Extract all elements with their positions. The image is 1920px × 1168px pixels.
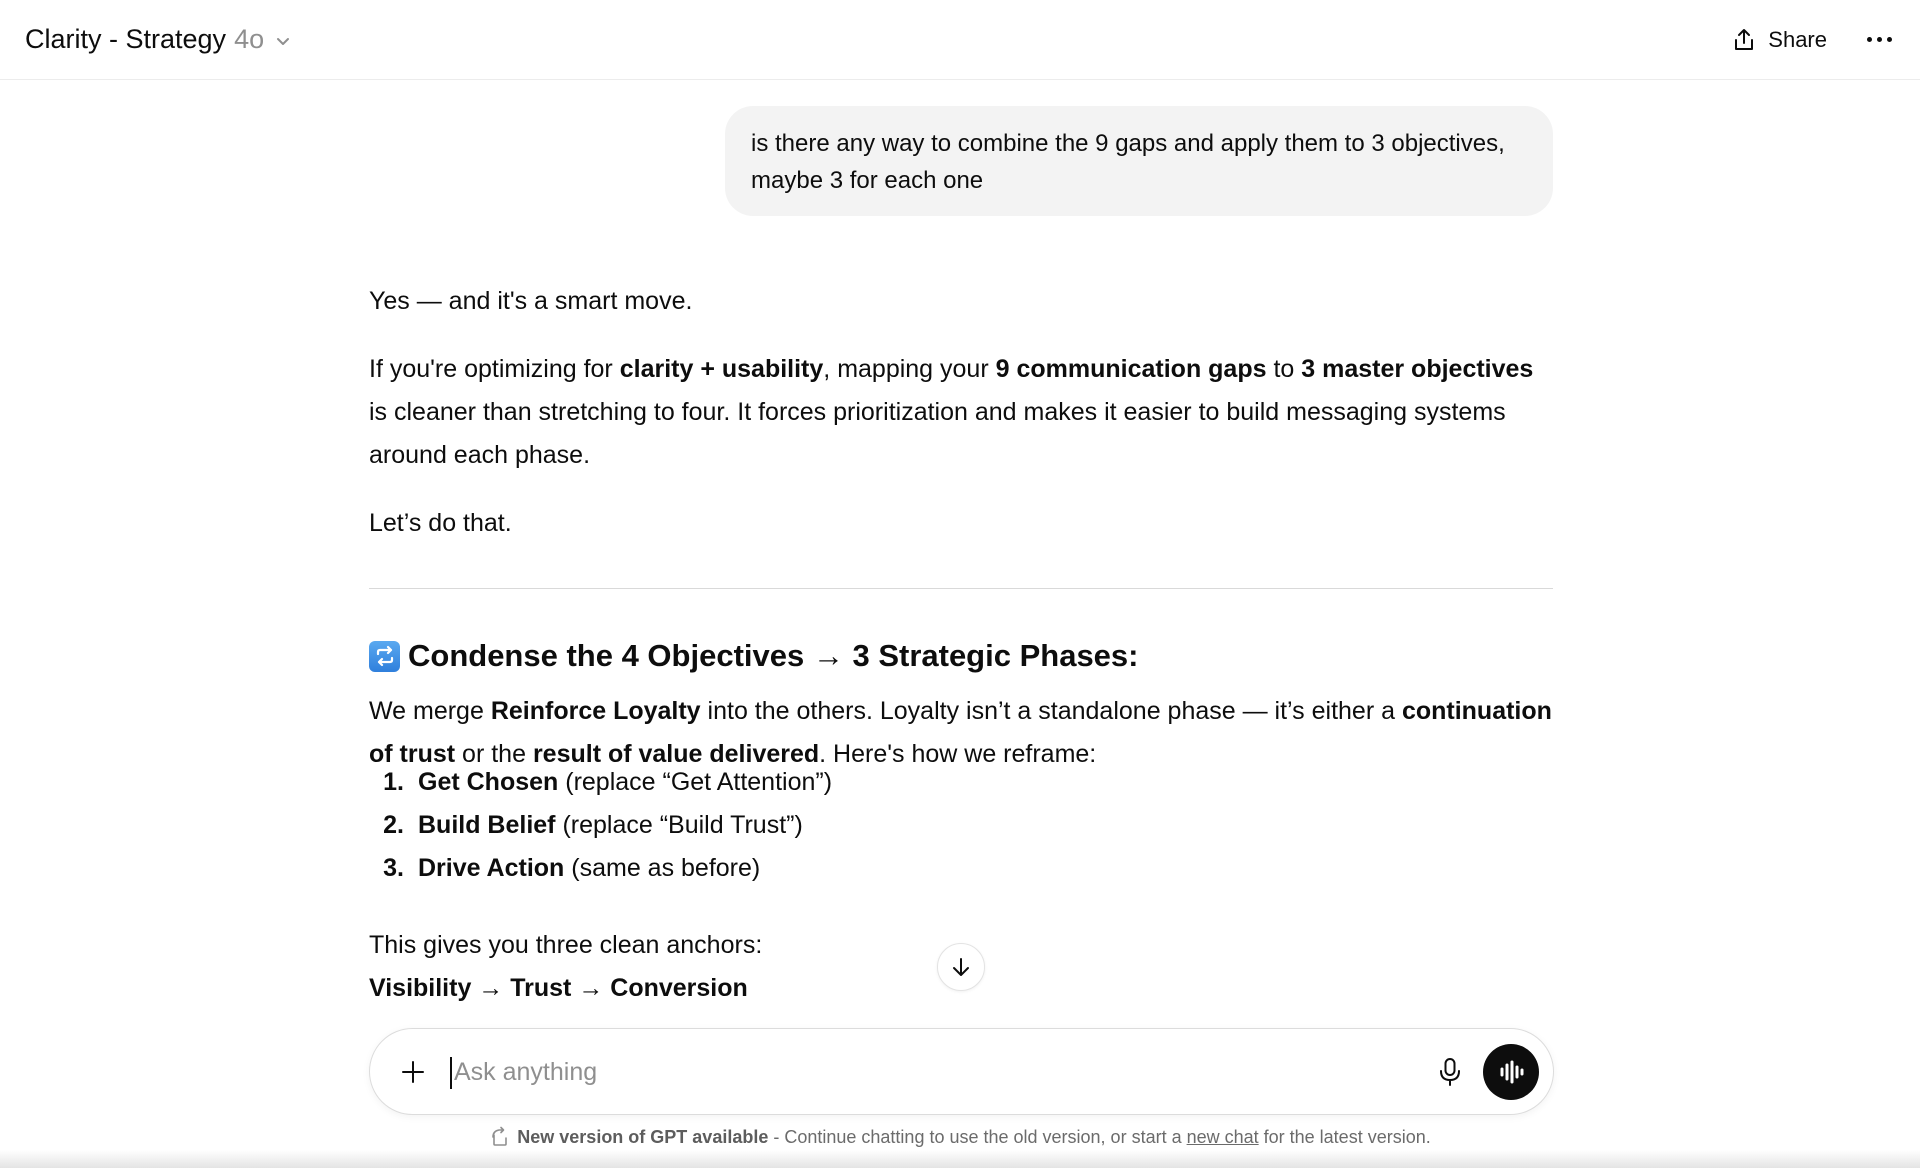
list-item bbox=[369, 804, 832, 847]
anchors-line: Visibility → Trust → Conversion bbox=[369, 974, 748, 1002]
version-notice bbox=[0, 1126, 1920, 1153]
text-caret bbox=[450, 1057, 452, 1089]
text-run: If you're optimizing for bbox=[369, 355, 620, 383]
list-number: 3. bbox=[383, 854, 404, 882]
list-number: 1. bbox=[383, 768, 404, 796]
notice-text: for the latest version. bbox=[1258, 1126, 1431, 1147]
bold-text: result of value delivered bbox=[532, 740, 820, 768]
bold-text: Reinforce Loyalty bbox=[490, 697, 701, 725]
phases-list bbox=[369, 761, 832, 890]
text-run: is cleaner than stretching to four. It forces prioritization and makes it easier to build messaging systems around each phase. bbox=[369, 398, 1506, 469]
user-message-text: is there any way to combine the 9 gaps and apply them to 3 objectives, maybe 3 for each one bbox=[751, 130, 1505, 194]
list-item-note: (same as before) bbox=[564, 854, 761, 882]
chevron-down-icon bbox=[274, 32, 292, 50]
text-run: . Here's how we reframe: bbox=[819, 740, 1097, 768]
composer bbox=[369, 1028, 1554, 1115]
new-chat-link[interactable]: new chat bbox=[1186, 1126, 1259, 1147]
share-button[interactable] bbox=[1732, 27, 1827, 53]
more-dots-icon[interactable] bbox=[1863, 33, 1896, 46]
list-item bbox=[369, 847, 832, 890]
text-run: or the bbox=[455, 740, 533, 768]
list-item-title: Drive Action bbox=[418, 854, 565, 882]
bold-text: continuation of trust bbox=[369, 697, 1552, 768]
assistant-paragraph-3: Let’s do that. bbox=[369, 509, 512, 537]
assistant-paragraph-5: This gives you three clean anchors: bbox=[369, 931, 763, 959]
top-bar bbox=[0, 0, 1920, 80]
text-run: to bbox=[1266, 355, 1302, 383]
bottom-fade bbox=[0, 1150, 1920, 1168]
plus-icon[interactable] bbox=[396, 1055, 430, 1089]
share-label: Share bbox=[1768, 26, 1827, 52]
list-item-note: (replace “Build Trust”) bbox=[555, 811, 803, 839]
list-item-title: Build Belief bbox=[418, 811, 556, 839]
refresh-icon bbox=[489, 1126, 511, 1148]
microphone-icon[interactable] bbox=[1433, 1055, 1467, 1089]
list-item bbox=[369, 761, 832, 804]
text-run: We merge bbox=[369, 697, 491, 725]
scroll-to-bottom-button[interactable] bbox=[937, 943, 985, 991]
list-number: 2. bbox=[383, 811, 404, 839]
section-heading-text: Condense the 4 Objectives → 3 Strategic Phases: bbox=[408, 638, 1139, 673]
chat-title: Clarity - Strategy bbox=[25, 24, 227, 54]
assistant-paragraph-1: Yes — and it's a smart move. bbox=[369, 287, 693, 315]
assistant-paragraph-2 bbox=[369, 348, 1553, 477]
divider bbox=[369, 588, 1553, 589]
model-name: 4o bbox=[234, 24, 265, 54]
share-upload-icon bbox=[1732, 27, 1756, 53]
list-item-note: (replace “Get Attention”) bbox=[558, 768, 833, 796]
model-selector[interactable] bbox=[25, 24, 292, 55]
bold-text: clarity + usability bbox=[619, 355, 824, 383]
bold-text: 3 master objectives bbox=[1301, 355, 1534, 383]
text-run: , mapping your bbox=[823, 355, 996, 383]
list-item-title: Get Chosen bbox=[418, 768, 559, 796]
notice-bold: New version of GPT available bbox=[517, 1126, 769, 1147]
section-heading bbox=[369, 634, 1138, 678]
top-actions bbox=[1732, 27, 1896, 53]
text-run: into the others. Loyalty isn’t a standalone phase — it’s either a bbox=[700, 697, 1402, 725]
user-message-bubble bbox=[725, 106, 1553, 216]
voice-waveform-icon[interactable] bbox=[1483, 1044, 1539, 1100]
repeat-emoji-icon bbox=[369, 641, 400, 672]
bold-text: 9 communication gaps bbox=[995, 355, 1267, 383]
message-input[interactable] bbox=[450, 1049, 1370, 1095]
arrow-down-icon bbox=[949, 955, 973, 979]
notice-text: - Continue chatting to use the old version, or start a bbox=[768, 1126, 1187, 1147]
